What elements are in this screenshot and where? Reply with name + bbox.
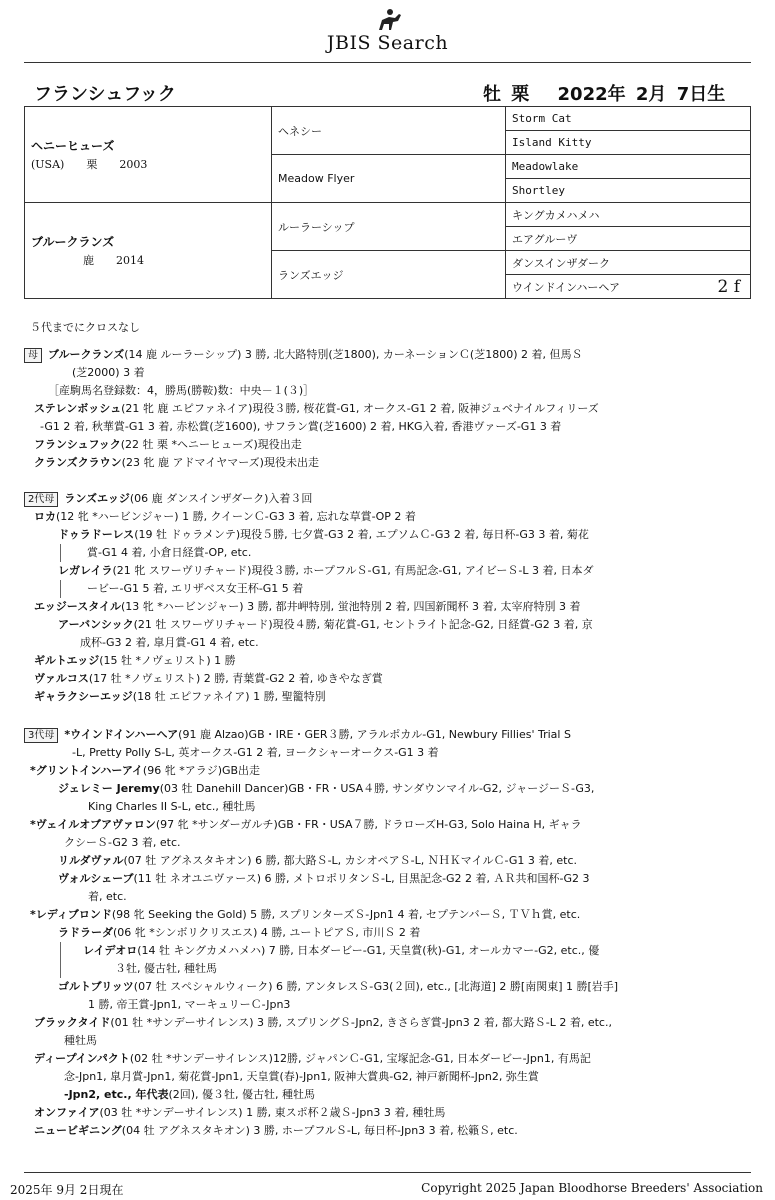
dam-line-1: ブルークランズ(14 鹿 ルーラーシップ) 3 勝, 北大路特別(芝1800), カーネーションＣ(芝1800) 2 着, 但馬Ｓ xyxy=(48,348,583,361)
dam-cell xyxy=(25,203,272,299)
g2-line-5: レガレイラ(21 牝 スワーヴリチャード)現役３勝, ホープフルＳ-G1, 有馬記念-G1, アイビーＳ-L 3 着, 日本ダ xyxy=(58,564,594,577)
g2-line-9: 成杯-G3 2 着, 皐月賞-G1 4 着, etc. xyxy=(80,636,259,649)
g3-line-15: ゴルトブリッツ(07 牡 スペシャルウィーク) 6 勝, アンタレスＳ-G3(２回), etc., [北海道] 2 勝[南関東] 1 勝[岩手] xyxy=(58,980,619,993)
dam-sire[interactable]: ルーラーシップ xyxy=(272,203,506,251)
site-logo[interactable] xyxy=(0,8,775,54)
g2-line-11: ヴァルコス(17 牡 *ノヴェリスト) 2 勝, 青葉賞-G2 2 着, ゆきやなぎ賞 xyxy=(34,672,383,685)
gen3-2[interactable]: Island Kitty xyxy=(506,131,751,155)
gen3-6[interactable]: エアグルーヴ xyxy=(506,227,751,251)
g2-line-8: アーバンシック(21 牡 スワーヴリチャード)現役４勝, 菊花賞-G1, セントライト記念-G2, 日経賞-G2 3 着, 京 xyxy=(58,618,593,631)
g3-line-6: *ヴェイルオブアヴァロン(97 牝 *サンダーガルチ)GB・FR・USA７勝, ドラローズH-G3, Solo Haina H, ギャラ xyxy=(30,818,582,831)
horse-rider-icon xyxy=(373,8,405,32)
g3-line-5: King Charles II S-L, etc., 種牡馬 xyxy=(88,800,256,813)
dam-line-2: (芝2000) 3 着 xyxy=(72,366,145,379)
header-divider xyxy=(24,62,751,63)
dam-line-5: -G1 2 着, 秋華賞-G1 3 着, 赤松賞(芝1600), サフラン賞(芝1600) 2 着, HKG入着, 香港ヴァーズ-G1 3 着 xyxy=(40,420,562,433)
dam-dam[interactable]: ランズエッジ xyxy=(272,251,506,299)
g3-line-7: クシーＳ-G2 3 着, etc. xyxy=(64,836,181,849)
sire-sire[interactable]: ヘネシー xyxy=(272,107,506,155)
gen3-1[interactable]: Storm Cat xyxy=(506,107,751,131)
g2-line-2: ロカ(12 牝 *ハービンジャー) 1 勝, クイーンＣ-G3 3 着, 忘れな草賞-OP 2 着 xyxy=(34,510,416,523)
g2-line-10: ギルトエッジ(15 牡 *ノヴェリスト) 1 勝 xyxy=(34,654,236,667)
gen3-7[interactable]: ダンスインザダーク xyxy=(506,251,751,275)
g3-line-11: *レディブロンド(98 牝 Seeking the Gold) 5 勝, スプリンターズＳ-Jpn1 4 着, セプテンバーＳ, ＴＶｈ賞, etc. xyxy=(30,908,581,921)
horse-name: フランシュフック xyxy=(34,84,176,105)
gen3-8[interactable]: ウインドインハーヘア xyxy=(512,280,621,294)
g3-line-21: -Jpn2, etc., 年代表(2回), 優３牡, 優古牡, 種牡馬 xyxy=(64,1088,316,1101)
footer-copyright: Copyright 2025 Japan Bloodhorse Breeders' Association xyxy=(421,1181,763,1195)
g3-line-20: 念-Jpn1, 皐月賞-Jpn1, 菊花賞-Jpn1, 天皇賞(春)-Jpn1, 阪神大賞典-G2, 神戸新聞杯-Jpn2, 弥生賞 xyxy=(64,1070,539,1083)
g3-line-18: 種牡馬 xyxy=(64,1034,97,1047)
sire-name[interactable]: ヘニーヒューズ xyxy=(31,139,115,153)
g3-line-10: 着, etc. xyxy=(88,890,127,903)
gen3-8-cell xyxy=(506,275,751,299)
g3-line-19: ディープインパクト(02 牡 *サンデーサイレンス)12勝, ジャパンＣ-G1, 宝塚記念-G1, 日本ダービー-Jpn1, 有馬記 xyxy=(34,1052,591,1065)
g3-line-4: ジェレミー Jeremy(03 牡 Danehill Dancer)GB・FR・USA４勝, サンダウンマイル-G2, ジャージーＳ-G3, xyxy=(58,782,595,795)
g3-line-12: ラドラーダ(06 牝 *シンボリクリスエス) 4 勝, ユートピアＳ, 市川Ｓ 2 着 xyxy=(58,926,421,939)
third-dam-label: 3代母 xyxy=(24,728,58,743)
dam-line-6: フランシュフック(22 牡 栗 *ヘニーヒューズ)現役出走 xyxy=(34,438,302,451)
logo-text: JBIS Search xyxy=(326,32,449,54)
second-dam-label: 2代母 xyxy=(24,492,58,507)
g2-line-7: エッジースタイル(13 牝 *ハービンジャー) 3 勝, 都井岬特別, 蛍池特別 2 着, 四国新聞杯 3 着, 太宰府特別 3 着 xyxy=(34,600,581,613)
dam-label: 母 xyxy=(24,348,42,363)
sire-dam[interactable]: Meadow Flyer xyxy=(272,155,506,203)
g3-line-16: 1 勝, 帝王賞-Jpn1, マーキュリーＣ-Jpn3 xyxy=(88,998,291,1011)
g2-line-12: ギャラクシーエッジ(18 牡 エピファネイア) 1 勝, 聖籠特別 xyxy=(34,690,326,703)
g3-line-14: ３牡, 優古牡, 種牡馬 xyxy=(60,960,751,978)
cross-note: ５代までにクロスなし xyxy=(30,321,140,334)
gen3-5[interactable]: キングカメハメハ xyxy=(506,203,751,227)
g3-line-8: リルダヴァル(07 牡 アグネスタキオン) 6 勝, 都大路Ｓ-L, カシオペアＳ-L, ＮＨＫマイルＣ-G1 3 着, etc. xyxy=(58,854,578,867)
gen3-3[interactable]: Meadowlake xyxy=(506,155,751,179)
sire-details: (USA) 栗 2003 xyxy=(31,158,148,171)
second-dam-section xyxy=(24,490,751,706)
gen3-4[interactable]: Shortley xyxy=(506,179,751,203)
dam-name[interactable]: ブルークランズ xyxy=(31,235,115,249)
g3-line-13: レイデオロ(14 牡 キングカメハメハ) 7 勝, 日本ダービー-G1, 天皇賞(秋)-G1, オールカマー-G2, etc., 優 xyxy=(60,942,751,960)
dam-line-7: クランズクラウン(23 牝 鹿 アドマイヤマーズ)現役未出走 xyxy=(34,456,319,469)
dam-details: 鹿 2014 xyxy=(83,254,144,267)
g2-line-6: ービー-G1 5 着, エリザベス女王杯-G1 5 着 xyxy=(60,580,751,598)
dam-section xyxy=(24,346,751,472)
g3-line-2: -L, Pretty Polly S-L, 英オークス-G1 2 着, ヨークシャーオークス-G1 3 着 xyxy=(72,746,439,759)
g2-line-4: 賞-G1 4 着, 小倉日経賞-OP, etc. xyxy=(60,544,751,562)
g3-line-22: オンファイア(03 牡 *サンデーサイレンス) 1 勝, 東スポ杯２歳Ｓ-Jpn3 3 着, 種牡馬 xyxy=(34,1106,446,1119)
g3-line-23: ニュービギニング(04 牡 アグネスタキオン) 3 勝, ホープフルＳ-L, 毎日杯-Jpn3 3 着, 松籟Ｓ, etc. xyxy=(34,1124,518,1137)
g2-line-3: ドゥラドーレス(19 牡 ドゥラメンテ)現役５勝, 七夕賞-G3 2 着, エプソムＣ-G3 2 着, 毎日杯-G3 3 着, 菊花 xyxy=(58,528,589,541)
g3-line-9: ヴォルシェーブ(11 牡 ネオユニヴァース) 6 勝, メトロポリタンＳ-L, 目黒記念-G2 2 着, ＡＲ共和国杯-G2 3 xyxy=(58,872,590,885)
sire-cell xyxy=(25,107,272,203)
footer-date: 2025年 9月 2日現在 xyxy=(10,1183,124,1197)
horse-info: 牡 栗 2022年 2月 7日生 xyxy=(483,84,726,105)
g2-line-1: ランズエッジ(06 鹿 ダンスインザダーク)入着３回 xyxy=(64,492,313,505)
inbreeding-value: 2 f xyxy=(717,276,740,297)
g3-line-17: ブラックタイド(01 牡 *サンデーサイレンス) 3 勝, スプリングＳ-Jpn2, きさらぎ賞-Jpn3 2 着, 都大路Ｓ-L 2 着, etc., xyxy=(34,1016,612,1029)
third-dam-section xyxy=(24,726,751,1140)
footer-divider xyxy=(24,1172,751,1173)
g3-line-1: *ウインドインハーヘア(91 鹿 Alzao)GB・IRE・GER３勝, アラルポカル-G1, Newbury Fillies' Trial S xyxy=(64,728,571,741)
g3-line-3: *グリントインハーアイ(96 牝 *アラジ)GB出走 xyxy=(30,764,261,777)
pedigree-table xyxy=(24,106,751,299)
dam-line-4: ステレンボッシュ(21 牝 鹿 エピファネイア)現役３勝, 桜花賞-G1, オークス-G1 2 着, 阪神ジュベナイルフィリーズ xyxy=(34,402,599,415)
dam-line-3: ［産駒馬名登録数：4，勝馬(勝鞍)数：中央－１(３)］ xyxy=(48,384,315,397)
